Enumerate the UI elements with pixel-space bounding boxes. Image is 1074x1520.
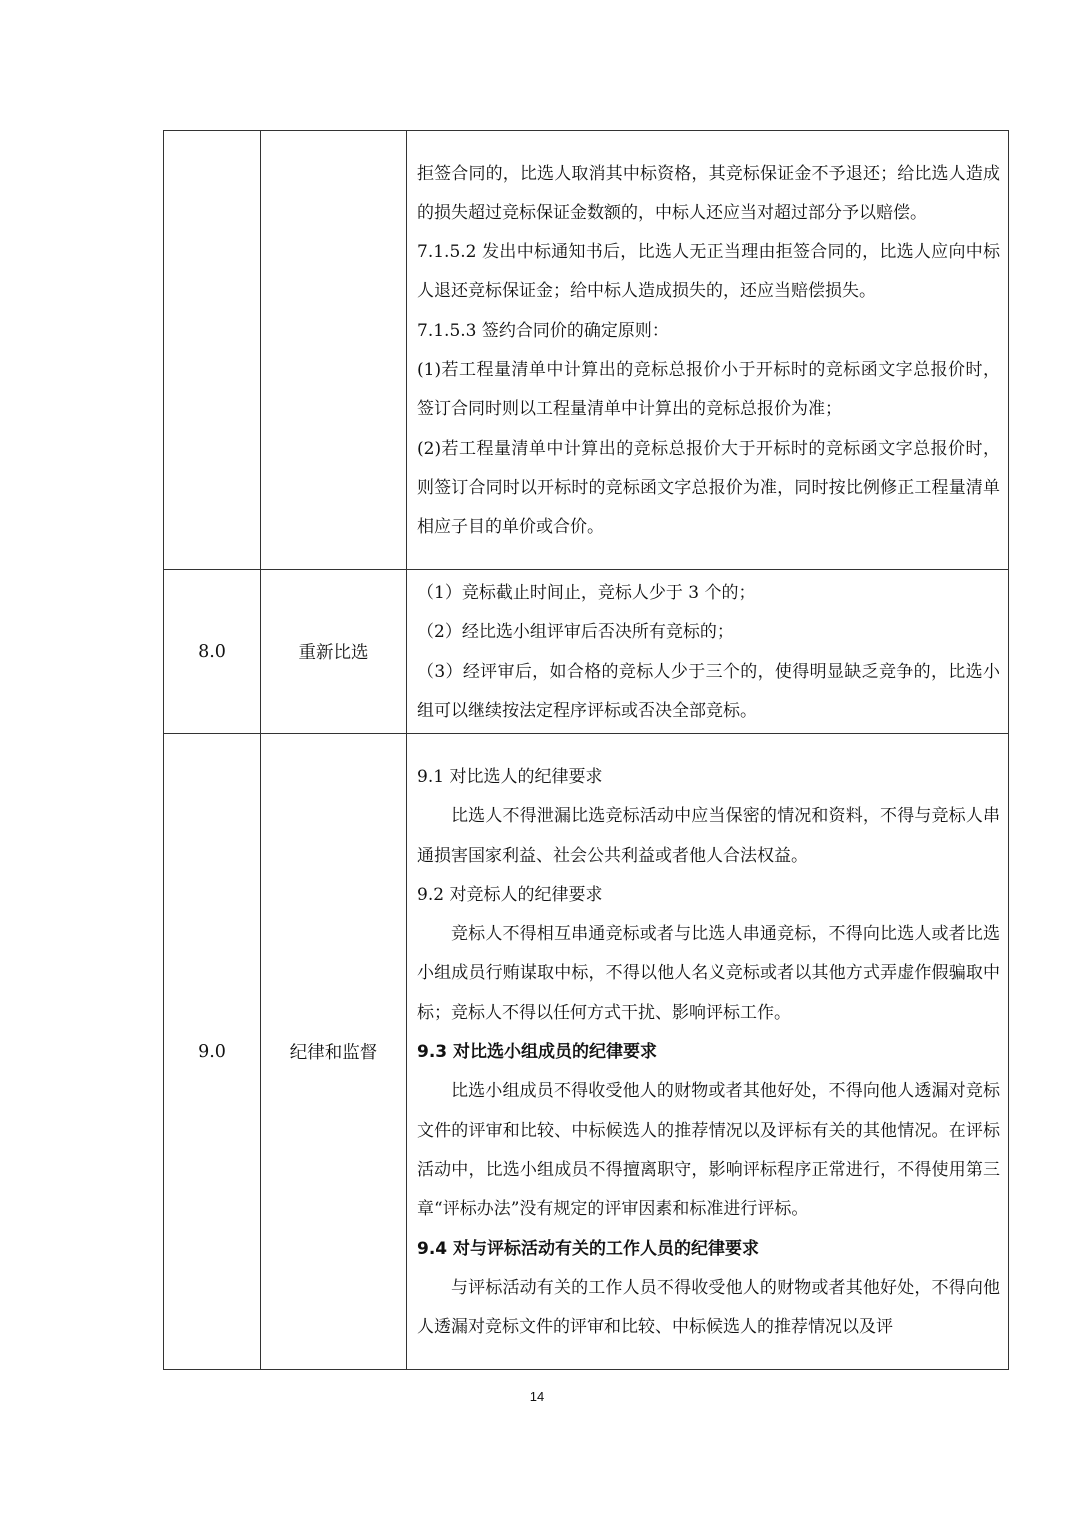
table-row — [164, 734, 1009, 1370]
paragraph: 与评标活动有关的工作人员不得收受他人的财物或者其他好处，不得向他人透漏对竞标文件的评审和比较、中标候选人的推荐情况以及评 — [417, 1277, 1000, 1338]
clause-number-cell: 9.0 — [164, 734, 261, 1370]
clause-number-cell — [164, 131, 261, 570]
paragraph: (1)若工程量清单中计算出的竞标总报价小于开标时的竞标函文字总报价时，签订合同时则以工程量清单中计算出的竞标总报价为准； — [417, 360, 1000, 420]
clause-table — [163, 130, 1009, 1370]
paragraph: （1）竞标截止时间止，竞标人少于 3 个的； — [417, 583, 756, 603]
paragraph: 7.1.5.3 签约合同价的确定原则： — [417, 320, 669, 341]
section-heading: 9.2 对竞标人的纪律要求 — [417, 884, 603, 905]
clause-content-cell — [407, 570, 1009, 734]
paragraph: 拒签合同的，比选人取消其中标资格，其竞标保证金不予退还；给比选人造成的损失超过竞标保证金数额的，中标人还应当对超过部分予以赔偿。 — [417, 163, 1000, 223]
section-heading: 9.1 对比选人的纪律要求 — [417, 766, 603, 787]
paragraph: (2)若工程量清单中计算出的竞标总报价大于开标时的竞标函文字总报价时，则签订合同时以开标时的竞标函文字总报价为准，同时按比例修正工程量清单相应子目的单价或合价。 — [417, 438, 1000, 538]
clause-content-cell — [407, 734, 1009, 1370]
paragraph: 7.1.5.2 发出中标通知书后，比选人无正当理由拒签合同的，比选人应向中标人退还竞标保证金；给中标人造成损失的，还应当赔偿损失。 — [417, 242, 1000, 302]
table-row — [164, 570, 1009, 734]
table-row — [164, 131, 1009, 570]
paragraph: （2）经比选小组评审后否决所有竞标的； — [417, 622, 734, 643]
clause-content-cell — [407, 131, 1009, 570]
page-number: 14 — [529, 1389, 545, 1404]
clause-title-cell: 重新比选 — [261, 570, 407, 734]
clause-title-cell — [261, 131, 407, 570]
paragraph: 比选小组成员不得收受他人的财物或者其他好处，不得向他人透漏对竞标文件的评审和比较、中标候选人的推荐情况以及评标有关的其他情况。在评标活动中，比选小组成员不得擅离职守，影响评标程序正常进行，不得使用第三章“评标办法”没有规定的评审因素和标准进行评标。 — [417, 1081, 1000, 1220]
section-heading: 9.3 对比选小组成员的纪律要求 — [417, 1042, 658, 1063]
paragraph: 竞标人不得相互串通竞标或者与比选人串通竞标，不得向比选人或者比选小组成员行贿谋取中标，不得以他人名义竞标或者以其他方式弄虚作假骗取中标；竞标人不得以任何方式干扰、影响评标工作。 — [417, 924, 1000, 1023]
section-heading: 9.4 对与评标活动有关的工作人员的纪律要求 — [417, 1238, 760, 1259]
clause-number-cell: 8.0 — [164, 570, 261, 734]
clause-title-cell: 纪律和监督 — [261, 734, 407, 1370]
paragraph: （3）经评审后，如合格的竞标人少于三个的，使得明显缺乏竞争的，比选小组可以继续按法定程序评标或否决全部竞标。 — [417, 661, 1000, 721]
paragraph: 比选人不得泄漏比选竞标活动中应当保密的情况和资料，不得与竞标人串通损害国家利益、社会公共利益或者他人合法权益。 — [417, 806, 1000, 866]
